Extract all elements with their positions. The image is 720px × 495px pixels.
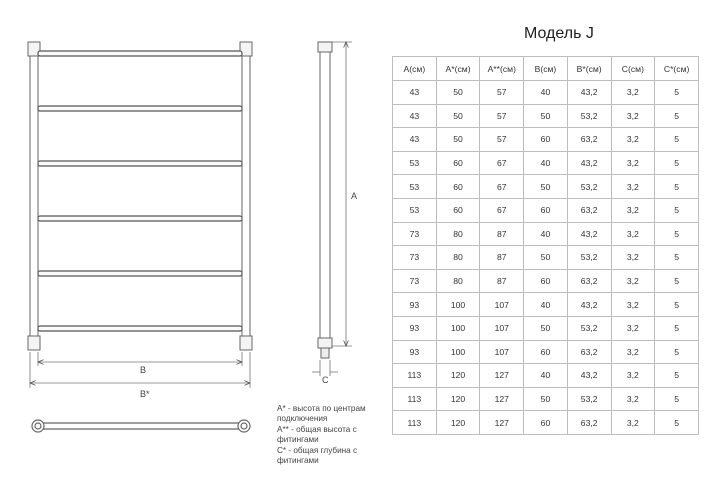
table-cell: 73: [393, 269, 437, 293]
dimension-label-c: C: [322, 375, 329, 385]
table-cell: 3,2: [611, 198, 655, 222]
table-cell: 3,2: [611, 387, 655, 411]
table-cell: 57: [480, 104, 524, 128]
table-cell: 40: [524, 293, 568, 317]
table-row: [393, 269, 699, 293]
table-cell: 3,2: [611, 316, 655, 340]
table-cell: 60: [524, 198, 568, 222]
table-cell: 120: [436, 364, 480, 388]
crossbar: [38, 326, 242, 331]
column-header: C(см): [611, 57, 655, 81]
table-cell: 60: [436, 175, 480, 199]
table-cell: 120: [436, 411, 480, 435]
table-cell: 53,2: [567, 316, 611, 340]
table-cell: 127: [480, 411, 524, 435]
table-cell: 50: [524, 316, 568, 340]
table-cell: 5: [655, 222, 699, 246]
table-cell: 40: [524, 364, 568, 388]
table-cell: 113: [393, 411, 437, 435]
table-cell: 73: [393, 246, 437, 270]
table-cell: 50: [436, 104, 480, 128]
column-header: A**(см): [480, 57, 524, 81]
table-row: [393, 340, 699, 364]
table-cell: 113: [393, 387, 437, 411]
table-cell: 40: [524, 81, 568, 105]
side-foot: [321, 348, 329, 358]
crossbar: [38, 271, 242, 276]
table-cell: 87: [480, 269, 524, 293]
table-cell: 100: [436, 293, 480, 317]
table-cell: 3,2: [611, 411, 655, 435]
table-cell: 100: [436, 316, 480, 340]
table-body: [393, 81, 699, 435]
table-cell: 3,2: [611, 175, 655, 199]
table-cell: 67: [480, 151, 524, 175]
model-title: Модель J: [524, 25, 594, 42]
table-cell: 60: [524, 411, 568, 435]
table-cell: 5: [655, 316, 699, 340]
table-cell: 67: [480, 175, 524, 199]
table-cell: 107: [480, 316, 524, 340]
table-cell: 80: [436, 269, 480, 293]
table-cell: 87: [480, 246, 524, 270]
table-cell: 5: [655, 246, 699, 270]
table-cell: 120: [436, 387, 480, 411]
column-header: B*(см): [567, 57, 611, 81]
dimension-label-b-star: B*: [140, 389, 150, 399]
crossbar: [38, 106, 242, 111]
table-row: [393, 293, 699, 317]
column-header: A(см): [393, 57, 437, 81]
table-cell: 43,2: [567, 293, 611, 317]
table-cell: 3,2: [611, 293, 655, 317]
right-fitting-bottom: [240, 336, 252, 350]
side-view: [318, 42, 332, 358]
table-cell: 43,2: [567, 222, 611, 246]
table-cell: 5: [655, 269, 699, 293]
table-row: [393, 198, 699, 222]
table-cell: 60: [436, 151, 480, 175]
table-cell: 57: [480, 81, 524, 105]
top-bar: [36, 423, 246, 429]
left-fitting-bottom: [28, 336, 40, 350]
table-cell: 80: [436, 222, 480, 246]
table-cell: 87: [480, 222, 524, 246]
table-cell: 5: [655, 411, 699, 435]
table-cell: 63,2: [567, 411, 611, 435]
table-cell: 53,2: [567, 246, 611, 270]
table-row: [393, 175, 699, 199]
table-cell: 5: [655, 293, 699, 317]
table-cell: 63,2: [567, 128, 611, 152]
table-cell: 43,2: [567, 364, 611, 388]
table-row: [393, 316, 699, 340]
table-cell: 3,2: [611, 81, 655, 105]
table-cell: 3,2: [611, 246, 655, 270]
table-row: [393, 128, 699, 152]
table-cell: 57: [480, 128, 524, 152]
table-cell: 53,2: [567, 387, 611, 411]
table-header-row: [393, 57, 699, 81]
legend-item: С* - общая глубина с фитингами: [277, 445, 358, 466]
column-header: C*(см): [655, 57, 699, 81]
table-cell: 63,2: [567, 269, 611, 293]
table-cell: 127: [480, 364, 524, 388]
dimensions-table: [392, 56, 699, 435]
table-cell: 3,2: [611, 104, 655, 128]
side-fitting-top: [318, 42, 332, 52]
crossbars: [38, 51, 242, 331]
table-cell: 67: [480, 198, 524, 222]
top-view: [32, 420, 250, 432]
table-cell: 50: [524, 387, 568, 411]
table-cell: 43: [393, 81, 437, 105]
table-cell: 5: [655, 81, 699, 105]
height-dimension: [312, 42, 352, 376]
table-row: [393, 81, 699, 105]
table-cell: 5: [655, 340, 699, 364]
table-cell: 53: [393, 151, 437, 175]
table-cell: 53: [393, 198, 437, 222]
table-row: [393, 222, 699, 246]
legend-item: А* - высота по центрам подключения: [277, 404, 366, 424]
side-rail: [320, 42, 330, 348]
table-cell: 53,2: [567, 175, 611, 199]
table-cell: 3,2: [611, 364, 655, 388]
legend: [277, 404, 387, 466]
table-cell: 40: [524, 222, 568, 246]
table-cell: 3,2: [611, 222, 655, 246]
table-row: [393, 151, 699, 175]
table-cell: 93: [393, 293, 437, 317]
left-end-cap: [32, 420, 44, 432]
dimension-label-b: B: [140, 365, 147, 375]
left-rail: [30, 42, 38, 350]
table-cell: 50: [524, 175, 568, 199]
column-header: A*(см): [436, 57, 480, 81]
table-cell: 43: [393, 128, 437, 152]
table-cell: 113: [393, 364, 437, 388]
table-cell: 50: [436, 128, 480, 152]
dimension-label-a: A: [351, 191, 358, 201]
table-cell: 40: [524, 151, 568, 175]
right-rail: [242, 42, 250, 350]
table-cell: 3,2: [611, 151, 655, 175]
table-cell: 127: [480, 387, 524, 411]
table-cell: 50: [524, 246, 568, 270]
table-cell: 63,2: [567, 198, 611, 222]
table-cell: 53,2: [567, 104, 611, 128]
table-cell: 3,2: [611, 128, 655, 152]
table-cell: 5: [655, 364, 699, 388]
table-row: [393, 364, 699, 388]
table-cell: 93: [393, 340, 437, 364]
table-cell: 5: [655, 128, 699, 152]
table-cell: 43,2: [567, 81, 611, 105]
right-end-cap: [238, 420, 250, 432]
table-cell: 73: [393, 222, 437, 246]
table-cell: 107: [480, 293, 524, 317]
table-cell: 100: [436, 340, 480, 364]
table-cell: 93: [393, 316, 437, 340]
table-cell: 60: [524, 269, 568, 293]
side-fitting-bottom: [318, 338, 332, 348]
table-cell: 63,2: [567, 340, 611, 364]
legend-item: А** - общая высота с фитингами: [277, 424, 357, 445]
table-cell: 53: [393, 175, 437, 199]
table-cell: 50: [524, 104, 568, 128]
table-cell: 5: [655, 198, 699, 222]
crossbar: [38, 216, 242, 221]
table-cell: 107: [480, 340, 524, 364]
table-cell: 5: [655, 104, 699, 128]
table-cell: 5: [655, 387, 699, 411]
front-view: [28, 42, 252, 350]
column-header: B(см): [524, 57, 568, 81]
table-row: [393, 246, 699, 270]
table-cell: 3,2: [611, 269, 655, 293]
table-row: [393, 387, 699, 411]
table-row: [393, 411, 699, 435]
table-cell: 80: [436, 246, 480, 270]
crossbar: [38, 51, 242, 56]
table-cell: 60: [436, 198, 480, 222]
crossbar: [38, 161, 242, 166]
table-cell: 60: [524, 340, 568, 364]
table-cell: 43: [393, 104, 437, 128]
table-cell: 50: [436, 81, 480, 105]
table-cell: 5: [655, 151, 699, 175]
table-cell: 3,2: [611, 340, 655, 364]
table-cell: 5: [655, 175, 699, 199]
table-cell: 60: [524, 128, 568, 152]
table-cell: 43,2: [567, 151, 611, 175]
table-row: [393, 104, 699, 128]
